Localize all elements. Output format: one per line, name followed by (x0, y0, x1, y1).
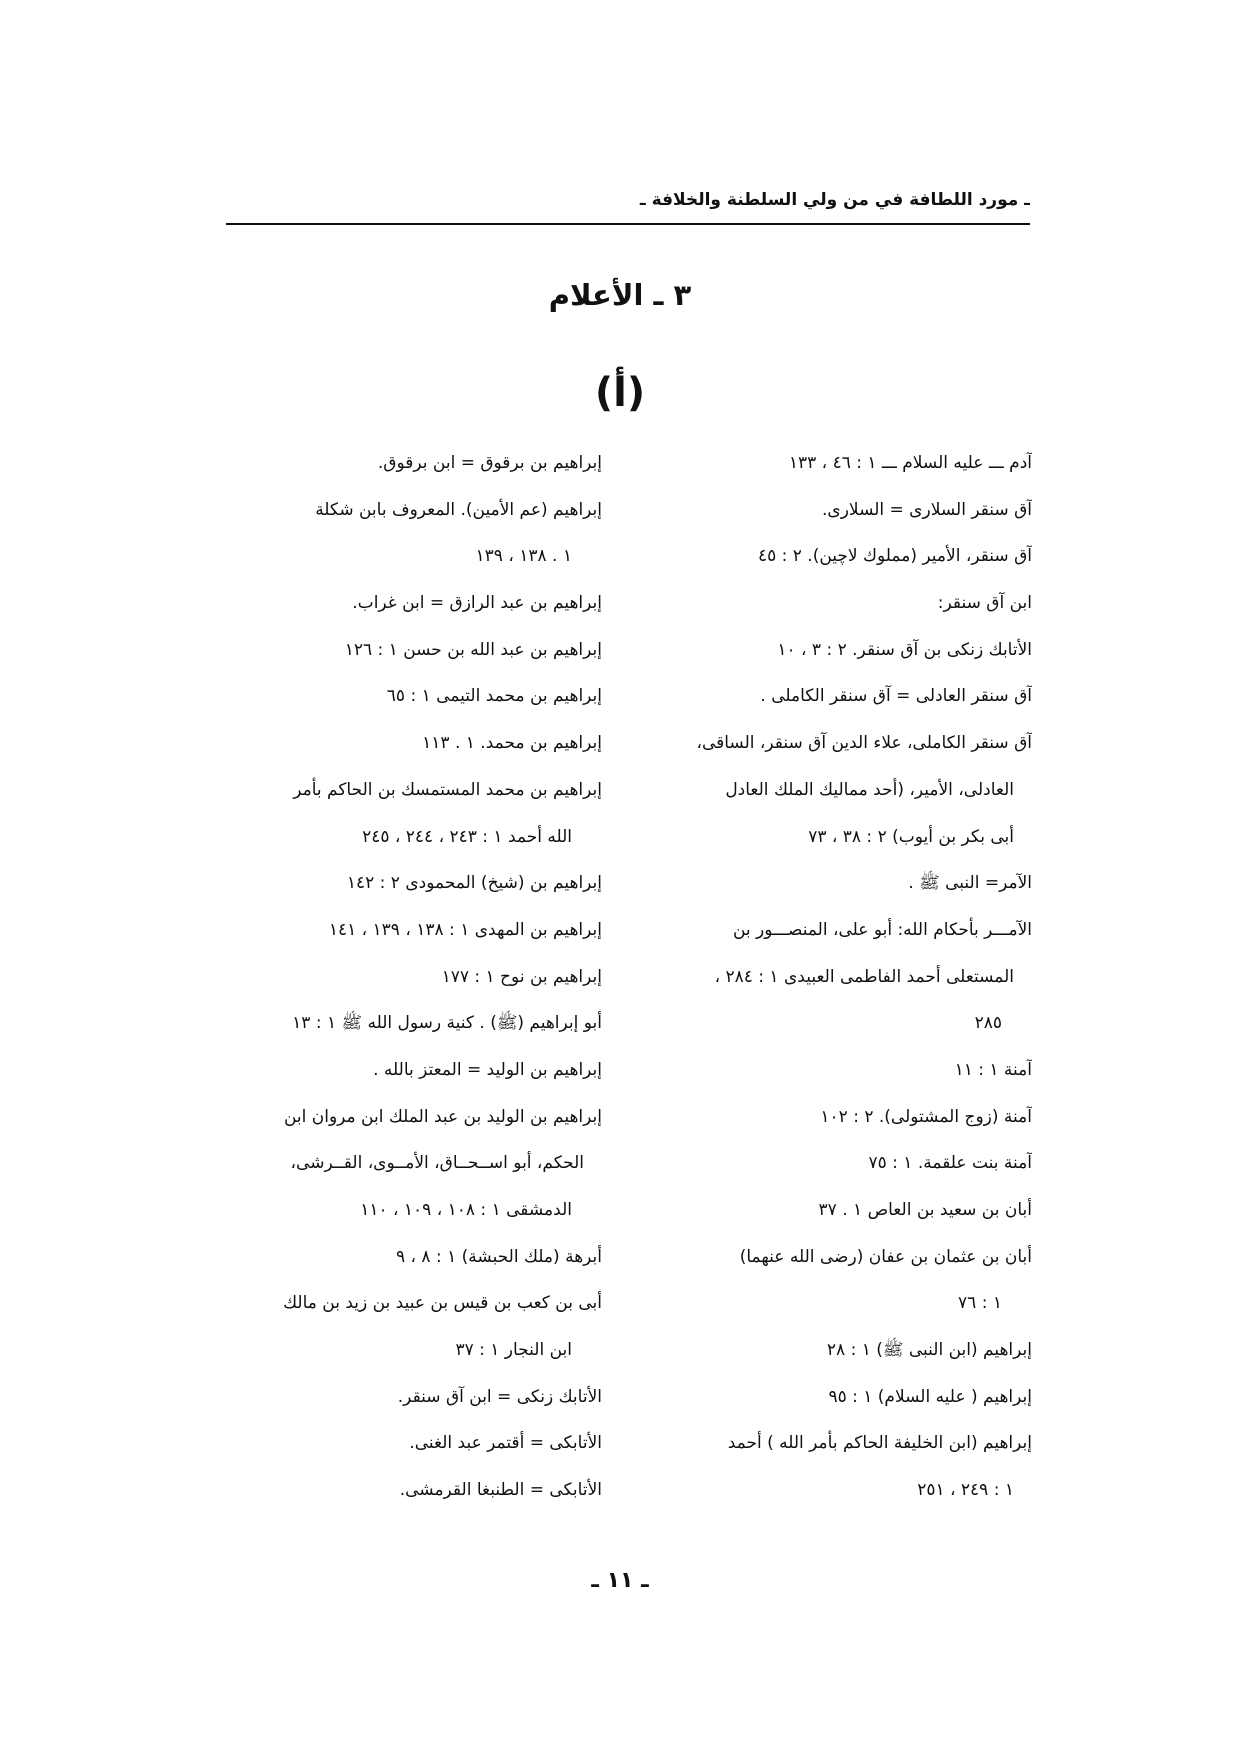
index-entry-line: أبان بن سعيد بن العاص ١ . ٣٧ (818, 1200, 1032, 1220)
index-entry-line: إبراهيم بن (شيخ) المحمودى ٢ : ١٤٢ (346, 873, 602, 894)
index-entry-line: إبراهيم (ابن الخليفة الحاكم بأمر الله ) أحمد (727, 1433, 1032, 1454)
index-entry-line: إبراهيم (ابن النبى ﷺ) ١ : ٢٨ (826, 1340, 1032, 1361)
index-entry-line: أبى بكر بن أيوب) ٢ : ٣٨ ، ٧٣ (808, 826, 1014, 847)
index-entry-line: إبراهيم بن برقوق = ابن برقوق. (377, 453, 602, 473)
page-number: ـ ١١ ـ (591, 1568, 649, 1593)
index-entry-line: أبرهة (ملك الحبشة) ١ : ٨ ، ٩ (395, 1246, 602, 1267)
index-column-right (637, 440, 1032, 1514)
index-entry-line: آدم ـــ عليه السلام ـــ ١ : ٤٦ ، ١٣٣ (788, 453, 1032, 473)
index-entry-line: إبراهيم بن عبد الله بن حسن ١ : ١٢٦ (344, 639, 602, 660)
index-entry-line: الدمشقى ١ : ١٠٨ ، ١٠٩ ، ١١٠ (360, 1200, 572, 1220)
index-entry-line: ابن النجار ١ : ٣٧ (455, 1340, 572, 1361)
index-entry-line: الأتابكى = أقتمر عبد الغنى. (409, 1433, 602, 1454)
section-title: ٣ ـ الأعلام (548, 278, 692, 312)
index-entry-line: إبراهيم بن المهدى ١ : ١٣٨ ، ١٣٩ ، ١٤١ (328, 919, 602, 940)
index-entry-line: آمنة ١ : ١١ (954, 1059, 1032, 1080)
header-rule (226, 223, 1030, 225)
index-entry-line: أبان بن عثمان بن عفان (رضى الله عنهما) (739, 1246, 1032, 1267)
letter-heading: (أ) (594, 370, 646, 416)
index-entry-line: الأتابك زنكى = ابن آق سنقر. (397, 1386, 602, 1407)
index-entry-line: أبى بن كعب بن قيس بن عبيد بن زيد بن مالك (283, 1293, 602, 1314)
index-entry-line: ١ : ٢٤٩ ، ٢٥١ (917, 1480, 1014, 1501)
index-entry-line: الحكم، أبو اســحــاق، الأمــوى، القــرشى، (290, 1153, 584, 1174)
index-entry-line: الآمـــر بأحكام الله: أبو على، المنصـــور بن (732, 919, 1032, 940)
index-entry-line: آق سنقر الكاملى، علاء الدين آق سنقر، الساقى، (696, 733, 1032, 754)
index-entry-line: إبراهيم ( عليه السلام) ١ : ٩٥ (828, 1386, 1032, 1407)
index-entry-line: الله أحمد ١ : ٢٤٣ ، ٢٤٤ ، ٢٤٥ (362, 826, 572, 847)
index-entry-line: إبراهيم بن الوليد = المعتز بالله . (373, 1059, 602, 1080)
index-entry-line: إبراهيم بن محمد التيمى ١ : ٦٥ (386, 686, 602, 707)
index-entry-line: إبراهيم (عم الأمين). المعروف بابن شكلة (315, 499, 602, 520)
index-entry-line: ١ . ١٣٨ ، ١٣٩ (475, 546, 572, 567)
index-entry-line: إبراهيم بن محمد. ١ . ١١٣ (422, 733, 602, 754)
index-entry-line: آق سنقر، الأمير (مملوك لاچين). ٢ : ٤٥ (757, 546, 1032, 567)
index-entry-line: آمنة بنت علقمة. ١ : ٧٥ (868, 1153, 1032, 1174)
index-entry-line: إبراهيم بن عبد الرازق = ابن غراب. (352, 593, 602, 614)
index-entry-line: آق سنقر العادلى = آق سنقر الكاملى . (760, 686, 1032, 707)
index-entry-line: إبراهيم بن الوليد بن عبد الملك ابن مروان ابن (283, 1106, 602, 1127)
index-entry-line: إبراهيم بن نوح ١ : ١٧٧ (441, 966, 602, 987)
index-entry-line: المستعلى أحمد الفاطمى العبيدى ١ : ٢٨٤ ، (714, 966, 1014, 987)
index-entry-line: ٢٨٥ (974, 1013, 1002, 1034)
index-entry-line: العادلى، الأمير، (أحد مماليك الملك العادل (725, 779, 1014, 800)
index-entry-line: الأتابك زنكى بن آق سنقر. ٢ : ٣ ، ١٠ (777, 639, 1032, 660)
index-entry-line: آق سنقر السلارى = السلارى. (822, 499, 1032, 520)
index-entry-line: ١ : ٧٦ (958, 1293, 1002, 1314)
running-header: ـ مورد اللطافة في من ولي السلطنة والخلافة ـ (639, 190, 1030, 210)
index-column-left (182, 440, 602, 1514)
index-entry-line: الأتابكى = الطنبغا القرمشى. (399, 1480, 602, 1501)
index-entry-line: أبو إبراهيم (ﷺ) . كنية رسول الله ﷺ ١ : ١٣ (292, 1013, 602, 1034)
index-entry-line: الآمر= النبى ﷺ . (908, 873, 1032, 894)
index-entry-line: ابن آق سنقر: (937, 593, 1032, 614)
index-entry-line: آمنة (زوج المشتولى). ٢ : ١٠٢ (820, 1106, 1032, 1127)
index-entry-line: إبراهيم بن محمد المستمسك بن الحاكم بأمر (293, 779, 602, 800)
